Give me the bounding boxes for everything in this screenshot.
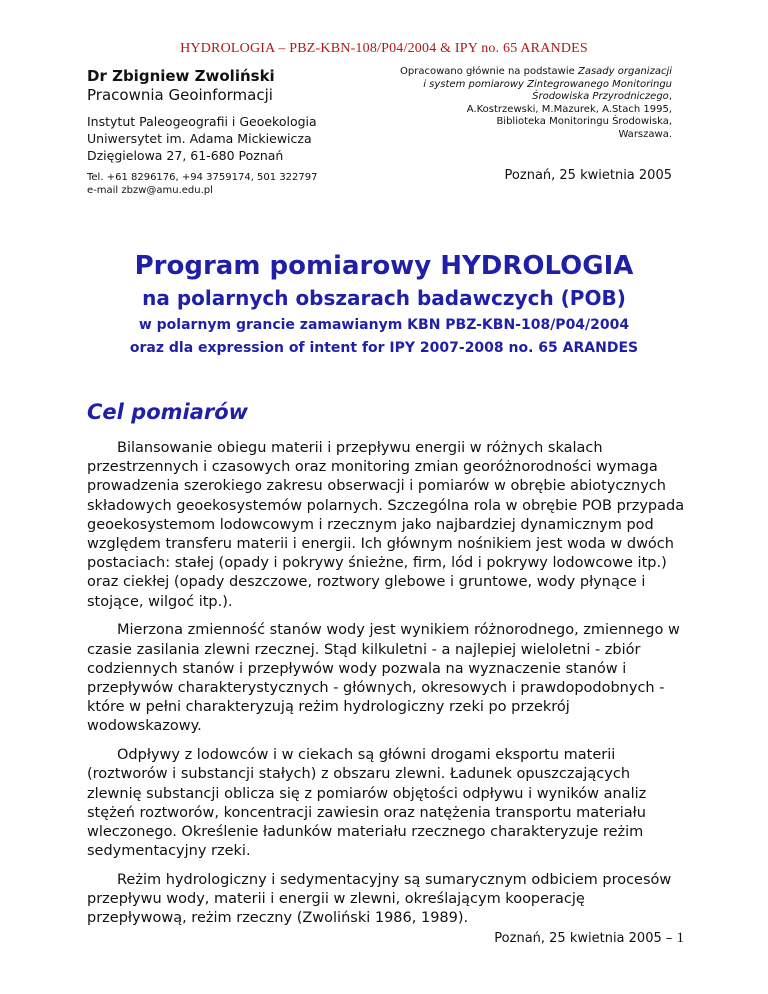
paragraph: Mierzona zmienność stanów wody jest wynikiem różnorodnego, zmiennego w czasie zasilania zlewni rzecznej. Stąd kilkuletni - a najlepiej wieloletni - zbiór codziennych stanów i przepływów wody pozwala na wyznaczenie stanów i przepływów charakterystycznych - głównych, okresowych i prawdopodobnych - które w pełni charakteryzują reżim hydrologiczny rzeki po przekrój wodowskazowy. bbox=[87, 622, 680, 735]
page-title: Program pomiarowy HYDROLOGIA bbox=[134, 251, 634, 281]
paragraph: Odpływy z lodowców i w ciekach są główni drogami eksportu materii (roztworów i substancji stałych) z obszaru zlewni. Ładunek opuszczających zlewnię substancji oblicza się z pomiarów objętości odpływu i wyników analiz stężeń roztworów, koncentracji zawiesin oraz natężenia transportu materiału wleczonego. Określenie ładunków materiału rzecznego charakteryzuje reżim sedymentacyjny rzeki. bbox=[87, 747, 647, 860]
source-title: Środowiska Przyrodniczego bbox=[532, 91, 669, 103]
body-text bbox=[87, 439, 685, 938]
source-authors: A.Kostrzewski, M.Mazurek, A.Stach 1995, bbox=[466, 103, 672, 115]
paragraph: Bilansowanie obiegu materii i przepływu energii w różnych skalach przestrzennych i czasowych oraz monitoring zmian georóżnorodności wymaga prowadzenia szerokiego zakresu obserwacji i pomiarów w obrębie abiotycznych składowych geoekosystemów polarnych. Szczególna rola w obrębie POB przypada geoekosystemom lodowcowym i rzecznym jako najbardziej dynamicznym pod względem transferu materii i energii. Ich głównym nośnikiem jest woda w dwóch postaciach: stałej (opady i pokrywy śnieżne, firm, lód i pokrywy lodowcowe itp.) oraz ciekłej (opady deszczowe, roztwory glebowe i gruntowe, wody płynące i stojące, wilgoć itp.). bbox=[87, 440, 685, 610]
ipy-line: oraz dla expression of intent for IPY 2007-2008 no. 65 ARANDES bbox=[129, 340, 639, 356]
author-block bbox=[87, 67, 387, 197]
institute-line: Dzięgielowa 27, 61-680 Poznań bbox=[87, 148, 284, 163]
institute-line: Uniwersytet im. Adama Mickiewicza bbox=[87, 131, 312, 146]
source-city: Warszawa. bbox=[618, 128, 672, 140]
running-header: HYDROLOGIA – PBZ-KBN-108/P04/2004 & IPY no. 65 ARANDES bbox=[180, 41, 588, 56]
paragraph: Reżim hydrologiczny i sedymentacyjny są sumarycznym odbiciem procesów przepływu wody, materii i energii w zlewni, określającym kooperację przepływową, reżim rzeczny (Zwoliński 1986, 1989). bbox=[87, 872, 672, 927]
document-date: Poznań, 25 kwietnia 2005 bbox=[504, 168, 672, 183]
page-number: 1 bbox=[676, 930, 684, 946]
page-footer bbox=[494, 930, 684, 947]
contact-block bbox=[87, 172, 387, 197]
footer-date: Poznań, 25 kwietnia 2005 – bbox=[494, 931, 677, 946]
source-note bbox=[372, 66, 672, 142]
author-name: Dr Zbigniew Zwoliński bbox=[87, 67, 275, 85]
email-address: e-mail zbzw@amu.edu.pl bbox=[87, 184, 213, 196]
phone-numbers: Tel. +61 8296176, +94 3759174, 501 322797 bbox=[87, 172, 318, 183]
page-subtitle: na polarnych obszarach badawczych (POB) bbox=[142, 286, 626, 310]
grant-line: w polarnym grancie zamawianym KBN PBZ-KBN-108/P04/2004 bbox=[138, 317, 630, 333]
institute-line: Instytut Paleogeografii i Geoekologia bbox=[87, 114, 317, 129]
title-block bbox=[0, 250, 768, 357]
source-title: Zasady organizacji bbox=[577, 66, 672, 77]
source-punct: , bbox=[668, 91, 672, 103]
author-unit: Pracownia Geoinformacji bbox=[87, 86, 273, 104]
section-heading: Cel pomiarów bbox=[87, 400, 249, 424]
source-publisher: Biblioteka Monitoringu Środowiska, bbox=[496, 116, 672, 128]
source-title: i system pomiarowy Zintegrowanego Monitoringu bbox=[423, 78, 672, 90]
source-prefix: Opracowano głównie na podstawie bbox=[400, 66, 578, 77]
